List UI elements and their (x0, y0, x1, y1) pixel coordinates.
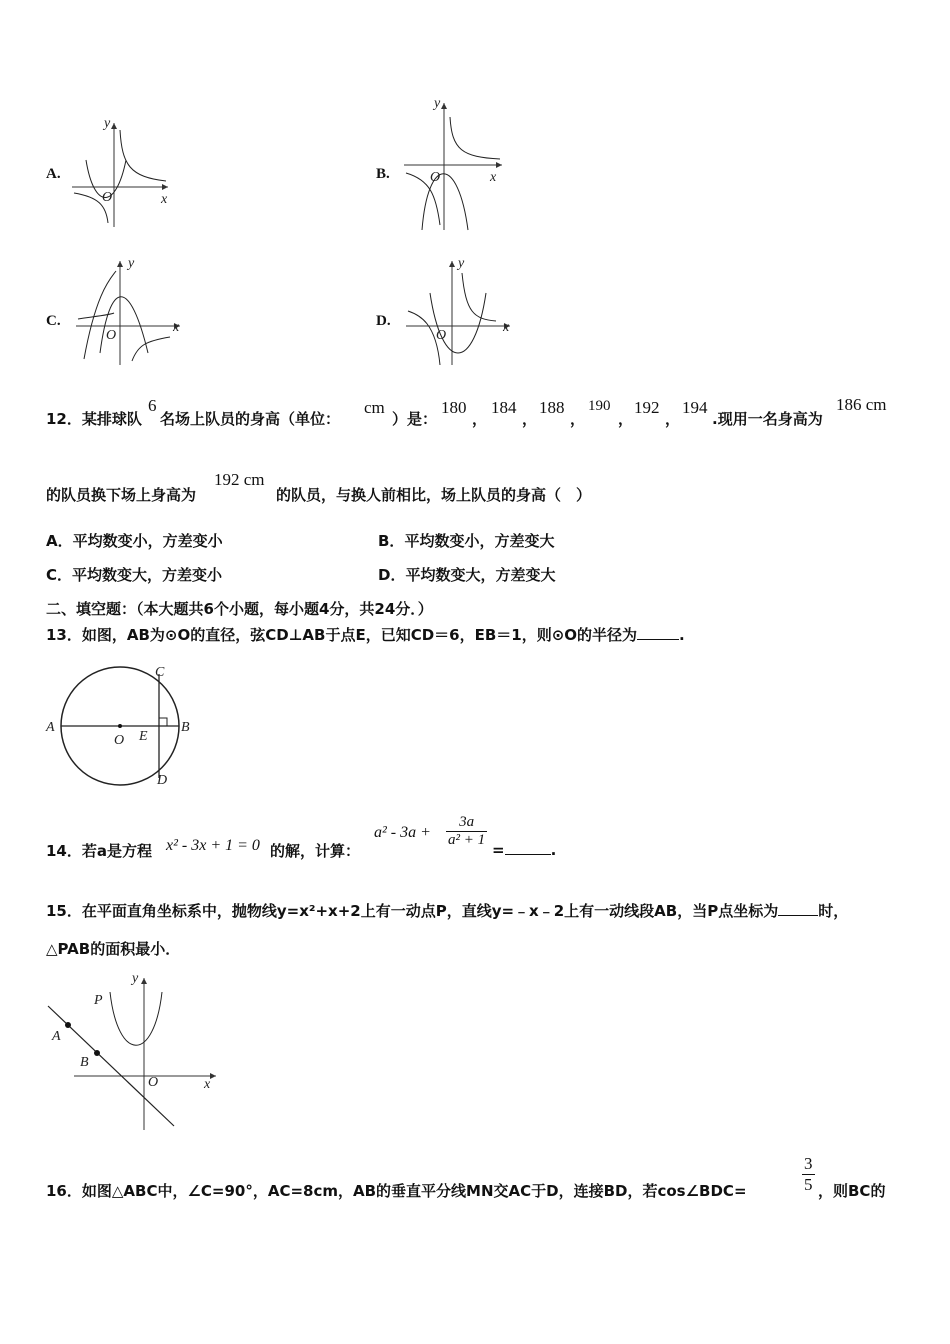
q12-option-b: B．平均数变小，方差变大 (378, 532, 555, 550)
q13-circle-figure (44, 660, 200, 790)
graph-a-y: y (104, 116, 111, 131)
q12-text3: .现用一名身高为 (712, 410, 823, 428)
q12-sep: ， (665, 410, 681, 428)
q14-fraction (446, 814, 487, 849)
q15-label-b: B (80, 1055, 89, 1070)
q12-line2-text1: 的队员换下场上身高为 (46, 486, 197, 504)
graph-d-origin: O (436, 328, 447, 343)
q13-label-e: E (139, 729, 148, 744)
section2-title: 二、填空题：（本大题共6个小题，每小题4分，共24分．） (46, 600, 433, 618)
graph-c-x: x (173, 320, 180, 335)
q15-x: x (204, 1077, 211, 1092)
q12-new-height: 186 cm (836, 395, 887, 414)
q14-text1: 14．若a是方程 (46, 842, 152, 860)
graph-a (68, 115, 178, 230)
q12-sep: ， (522, 410, 538, 428)
q12-text1: 名场上队员的身高（单位： (160, 410, 341, 428)
q12-option-d: D．平均数变大，方差变大 (378, 566, 556, 584)
q14-text2: 的解，计算： (270, 842, 361, 860)
q12-prefix: 12．某排球队 (46, 410, 142, 428)
graph-a-origin: O (102, 190, 113, 205)
q12-sep: ， (472, 410, 488, 428)
q12-old-height: 192 cm (214, 470, 265, 489)
q14-equation: x² - 3x + 1 = 0 (166, 837, 260, 854)
option-b-label: B. (376, 166, 390, 182)
q13-label-o: O (114, 733, 125, 748)
q12-sep: ， (618, 410, 634, 428)
q12-count: 6 (148, 396, 157, 415)
q15-label-a: A (52, 1029, 61, 1044)
q15-y: y (132, 971, 139, 986)
graph-d-y: y (458, 256, 465, 271)
q12-sep: ， (570, 410, 586, 428)
graph-b (400, 95, 510, 235)
graph-b-origin: O (430, 170, 441, 185)
q12-height-3: 188 (539, 398, 565, 417)
q12-unit: cm (364, 398, 385, 417)
option-d-label: D. (376, 313, 391, 329)
q16-frac-den: 5 (804, 1175, 813, 1194)
q15-graph (44, 968, 224, 1134)
graph-a-x: x (161, 192, 168, 207)
q13-label-a: A (46, 720, 55, 735)
q15-origin: O (148, 1075, 159, 1090)
q16-frac-num: 3 (804, 1154, 813, 1173)
q16-text2: ，则BC的 (818, 1182, 886, 1200)
q15-answer-blank (778, 901, 818, 916)
q12-height-5: 192 (634, 398, 660, 417)
q12-height-1: 180 (441, 398, 467, 417)
q13-label-d: D (157, 773, 168, 788)
option-a-label: A. (46, 166, 61, 182)
q13-label-b: B (181, 720, 190, 735)
q12-height-4: 190 (588, 398, 611, 414)
graph-b-y: y (434, 96, 441, 111)
graph-d (400, 253, 520, 368)
q12-height-6: 194 (682, 398, 708, 417)
graph-c-y: y (128, 256, 135, 271)
q12-height-2: 184 (491, 398, 517, 417)
graph-c-origin: O (106, 328, 117, 343)
q12-option-a: A．平均数变小，方差变小 (46, 532, 223, 550)
q14-answer-blank (505, 840, 551, 855)
q12-line2-text2: 的队员，与换人前相比，场上队员的身高（ ） (276, 486, 592, 504)
q14-frac-num: 3a (446, 814, 487, 832)
q13-answer-blank (637, 625, 679, 640)
graph-d-x: x (503, 320, 510, 335)
option-c-label: C. (46, 313, 61, 329)
q16-fraction (802, 1154, 815, 1195)
q14-frac-den: a² + 1 (448, 832, 486, 848)
q15-line2: △PAB的面积最小． (46, 940, 181, 958)
q14-answer: = . (492, 841, 557, 859)
q13-label-c: C (155, 665, 165, 680)
graph-c (70, 253, 190, 368)
q16-text1: 16．如图△ABC中，∠C=90°，AC=8cm，AB的垂直平分线MN交AC于D，连接BD，若cos∠BDC= (46, 1182, 747, 1200)
graph-b-x: x (490, 170, 497, 185)
q12-text2: ）是： (392, 410, 438, 428)
q12-option-c: C．平均数变大，方差变小 (46, 566, 223, 584)
q13-text: 13．如图，AB为⊙O的直径，弦CD⊥AB于点E，已知CD＝6，EB＝1，则⊙O的半径为 . (46, 626, 685, 644)
q15-line1: 15．在平面直角坐标系中，抛物线y=x²+x+2上有一动点P，直线y=﹣x﹣2上有一动线段AB，当P点坐标为 时， (46, 902, 849, 920)
q14-expression: a² - 3a + (374, 824, 431, 841)
q15-label-p: P (94, 993, 103, 1008)
